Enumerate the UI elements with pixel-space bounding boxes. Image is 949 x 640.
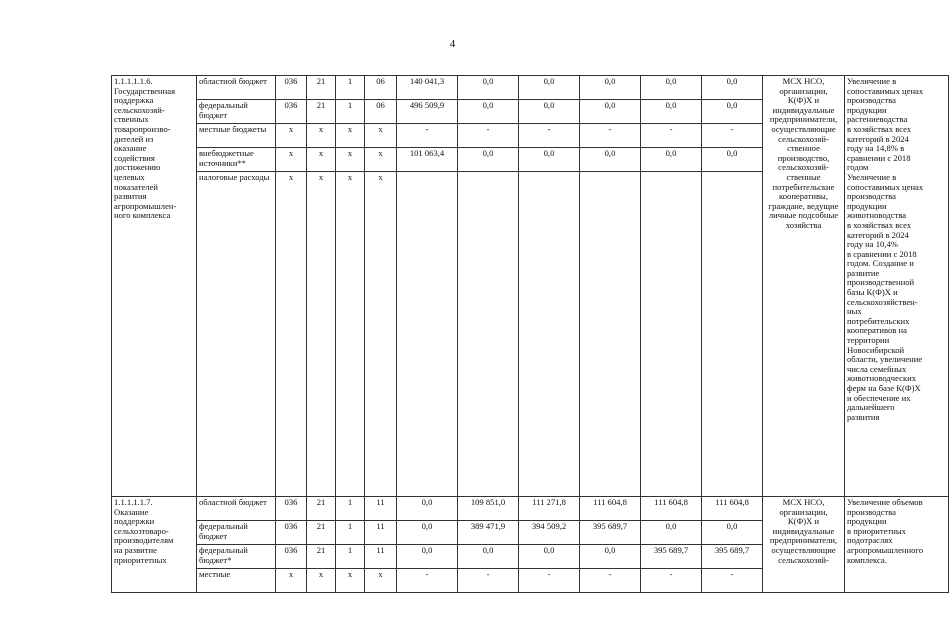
pr-cell: х [336,124,365,148]
rz-cell: х [307,172,336,497]
amount-cell-y2023: 0,0 [580,100,641,124]
amount-cell-y2024: 0,0 [641,100,702,124]
amount-cell-y2025: 0,0 [702,76,763,100]
amount-cell-y2021: 0,0 [458,148,519,172]
amount-cell-y2022: 111 271,8 [519,497,580,521]
amount-cell-y2022: 394 509,2 [519,521,580,545]
pr-cell: 1 [336,545,365,569]
rz-cell: х [307,148,336,172]
amount-cell-y2020: - [397,124,458,148]
grbs-cell: 036 [276,100,307,124]
pr-cell: 1 [336,100,365,124]
amount-cell-y2020: 140 041,3 [397,76,458,100]
funding-source-cell: налоговые расходы [197,172,276,497]
block1-code-cell: 1.1.1.1.1.6. Государственная поддержка сельскохозяй- ственных товаропроизво- дителей из оказание содействия достижению целевых показателей развития агропромышлен- ного комплекса [112,76,197,497]
block1-result-cell: Увеличение в сопоставимых ценах производства продукции растениеводства в хозяйствах всех категорий в 2024 году на 14,8% в сравнении с 2018 годом Увеличение в сопоставимых ценах производства продукции животноводства в хозяйствах всех категорий в 2024 году на 10,4% в сравнении с 2018 годом. Создание и развитие производственной базы К(Ф)Х и сельскохозяйствен- ных потребительских кооперативов на территории Новосибирской области, увеличение числа семейных животноводческих ферм на базе К(Ф)Х и обеспечение их дальнейшего развития [845,76,949,497]
rz-cell: х [307,569,336,593]
amount-cell-y2020: - [397,569,458,593]
amount-cell-y2021: 0,0 [458,100,519,124]
amount-cell-y2024: 0,0 [641,148,702,172]
grbs-cell: х [276,124,307,148]
pr-cell: х [336,172,365,497]
amount-cell-y2020: 0,0 [397,497,458,521]
cst-cell: х [365,172,397,497]
block1-executor-cell: МСХ НСО, организации, К(Ф)Х и индивидуальные предприниматели, осуществляющие сельскохозяй- ственное производство, сельскохозяй- ственные потребительские кооперативы, граждане, ведущие личные подсобные хозяйства [763,76,845,497]
rz-cell: 21 [307,100,336,124]
amount-cell-y2022: 0,0 [519,100,580,124]
funding-source-cell: федеральный бюджет* [197,545,276,569]
grbs-cell: 036 [276,545,307,569]
pr-cell: х [336,148,365,172]
amount-cell-y2024: 0,0 [641,76,702,100]
cst-cell: 06 [365,76,397,100]
amount-cell-y2022: - [519,124,580,148]
block2-executor-cell: МСХ НСО, организации, К(Ф)Х и индивидуальные предприниматели, осуществляющие сельскохозяй- [763,497,845,593]
amount-cell-y2025: 111 604,8 [702,497,763,521]
funding-source-cell: областной бюджет [197,76,276,100]
amount-cell-y2021: 0,0 [458,545,519,569]
program-table [111,75,949,593]
amount-cell-y2023 [580,172,641,497]
cst-cell: х [365,148,397,172]
rz-cell: 21 [307,497,336,521]
amount-cell-y2024: 111 604,8 [641,497,702,521]
cst-cell: х [365,124,397,148]
amount-cell-y2023: 111 604,8 [580,497,641,521]
amount-cell-y2023: - [580,124,641,148]
grbs-cell: х [276,148,307,172]
rz-cell: 21 [307,76,336,100]
amount-cell-y2021: 109 851,0 [458,497,519,521]
funding-source-cell: внебюджетные источники** [197,148,276,172]
pr-cell: 1 [336,76,365,100]
table-body [112,76,949,593]
table-row [112,76,949,100]
block2-result-cell: Увеличение объемов производства продукции в приоритетных подотраслях агропромышленного комплекса. [845,497,949,593]
amount-cell-y2024: 0,0 [641,521,702,545]
amount-cell-y2025: 395 689,7 [702,545,763,569]
rz-cell: х [307,124,336,148]
amount-cell-y2022: - [519,569,580,593]
amount-cell-y2021: - [458,569,519,593]
pr-cell: х [336,569,365,593]
table-row [112,497,949,521]
amount-cell-y2024: 395 689,7 [641,545,702,569]
amount-cell-y2020 [397,172,458,497]
amount-cell-y2020: 0,0 [397,521,458,545]
grbs-cell: 036 [276,76,307,100]
cst-cell: 06 [365,100,397,124]
funding-source-cell: федеральный бюджет [197,521,276,545]
amount-cell-y2025: 0,0 [702,521,763,545]
amount-cell-y2022: 0,0 [519,148,580,172]
grbs-cell: 036 [276,497,307,521]
amount-cell-y2025: - [702,124,763,148]
amount-cell-y2023: - [580,569,641,593]
cst-cell: 11 [365,545,397,569]
amount-cell-y2020: 0,0 [397,545,458,569]
amount-cell-y2025: 0,0 [702,100,763,124]
amount-cell-y2020: 101 063,4 [397,148,458,172]
amount-cell-y2021: 0,0 [458,76,519,100]
block2-code-cell: 1.1.1.1.1.7. Оказание поддержки сельхозтоваро- производителям на развитие приоритетных [112,497,197,593]
grbs-cell: х [276,569,307,593]
amount-cell-y2022 [519,172,580,497]
page-number: 4 [449,38,456,50]
grbs-cell: х [276,172,307,497]
funding-source-cell: местные бюджеты [197,124,276,148]
amount-cell-y2025: - [702,569,763,593]
cst-cell: 11 [365,497,397,521]
amount-cell-y2025: 0,0 [702,148,763,172]
funding-source-cell: местные [197,569,276,593]
cst-cell: 11 [365,521,397,545]
amount-cell-y2023: 0,0 [580,545,641,569]
amount-cell-y2023: 395 689,7 [580,521,641,545]
amount-cell-y2024: - [641,569,702,593]
amount-cell-y2020: 496 509,9 [397,100,458,124]
rz-cell: 21 [307,521,336,545]
rz-cell: 21 [307,545,336,569]
amount-cell-y2023: 0,0 [580,76,641,100]
funding-source-cell: федеральный бюджет [197,100,276,124]
cst-cell: х [365,569,397,593]
amount-cell-y2021: 389 471,9 [458,521,519,545]
grbs-cell: 036 [276,521,307,545]
pr-cell: 1 [336,497,365,521]
amount-cell-y2025 [702,172,763,497]
amount-cell-y2024: - [641,124,702,148]
amount-cell-y2022: 0,0 [519,76,580,100]
funding-source-cell: областной бюджет [197,497,276,521]
amount-cell-y2024 [641,172,702,497]
amount-cell-y2022: 0,0 [519,545,580,569]
program-table-wrapper [111,75,924,640]
pr-cell: 1 [336,521,365,545]
amount-cell-y2021 [458,172,519,497]
amount-cell-y2023: 0,0 [580,148,641,172]
amount-cell-y2021: - [458,124,519,148]
